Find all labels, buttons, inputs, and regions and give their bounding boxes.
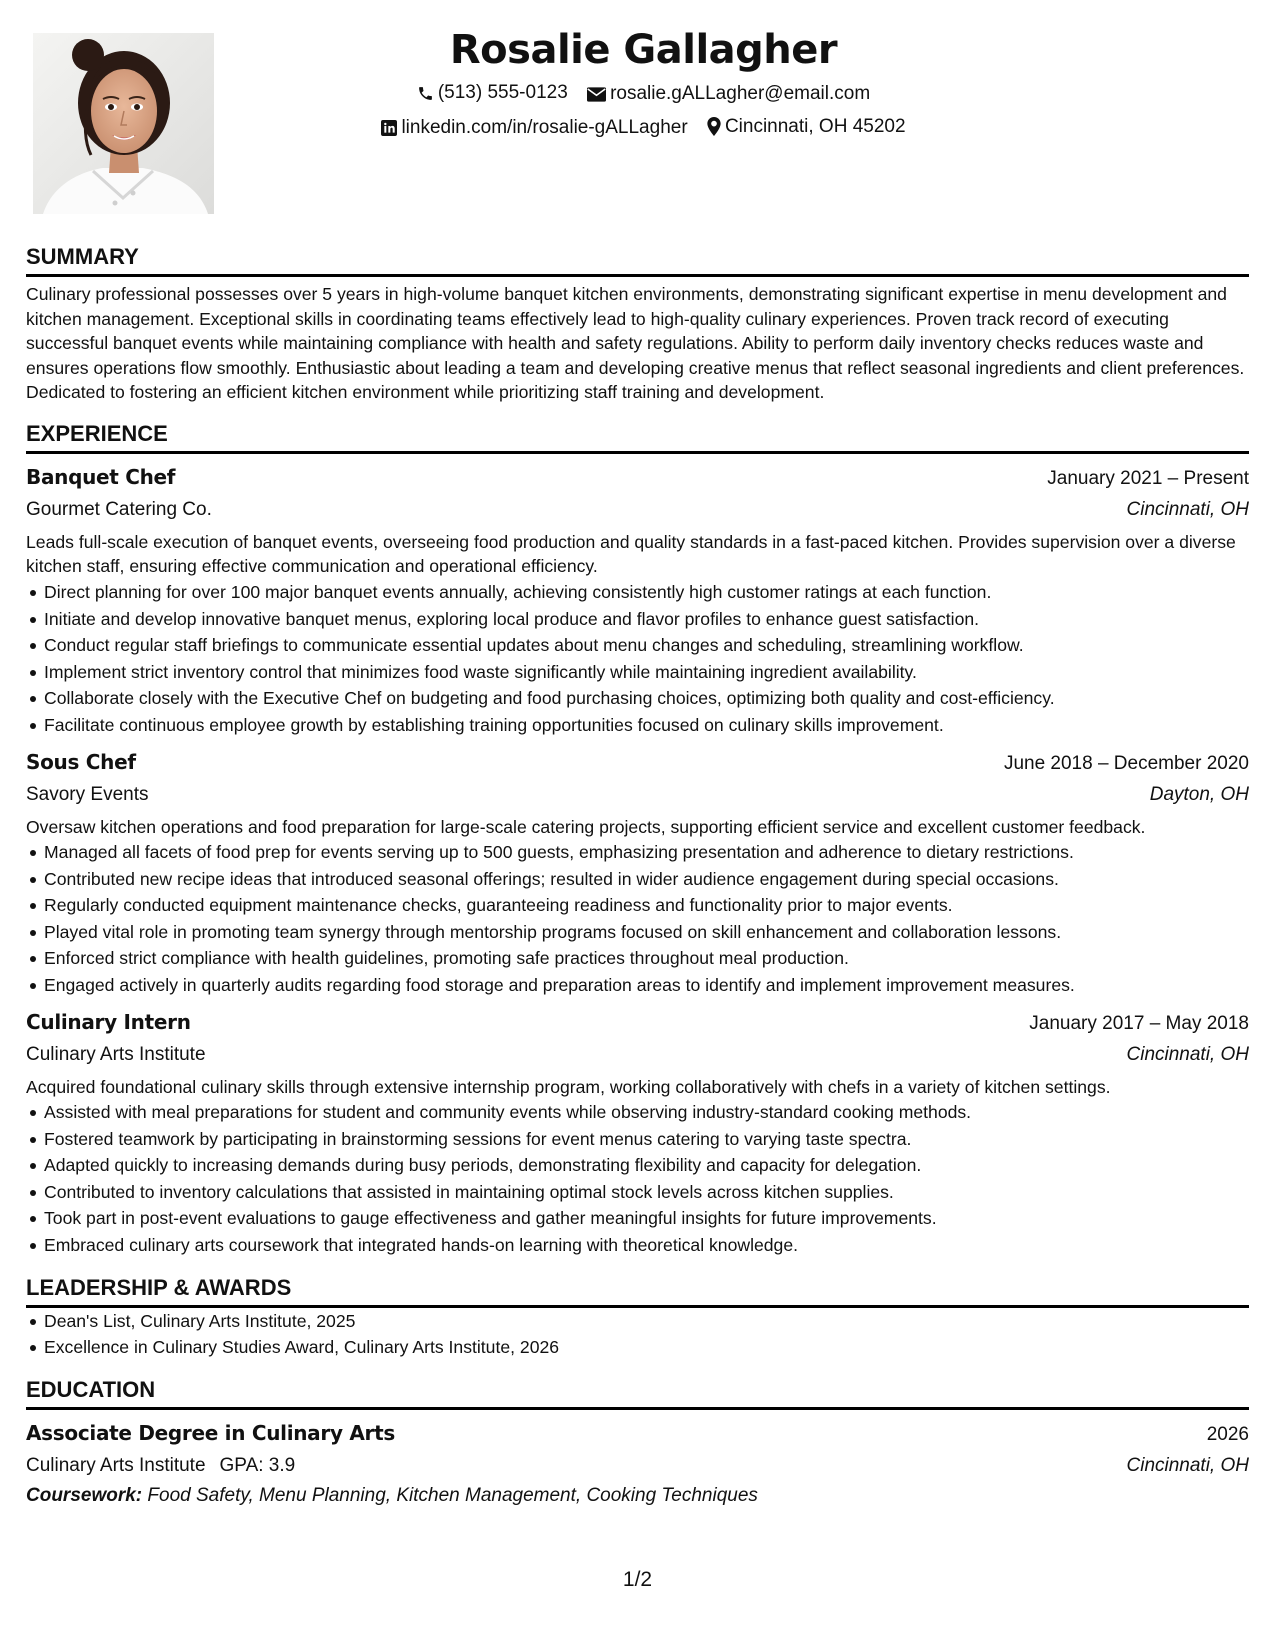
list-item: Conduct regular staff briefings to communicate essential updates about menu changes and scheduling, streamlining workflow. [44,632,1249,659]
location-text: Cincinnati, OH 45202 [724,115,906,137]
summary-heading: SUMMARY [26,242,1249,277]
job-title: Culinary Intern [26,1009,191,1034]
list-item: Contributed new recipe ideas that introduced seasonal offerings; resulted in wider audience engagement during special occasions. [44,866,1249,893]
email-contact[interactable] [587,79,870,109]
job-company: Culinary Arts Institute [26,1043,206,1065]
graduation-year: 2026 [1206,1423,1249,1445]
gpa-text: GPA: 3.9 [219,1454,296,1476]
page-number: 1/2 [622,1568,653,1591]
education-entry [26,1418,1249,1511]
summary-text: Culinary professional possesses over 5 years in high-volume banquet kitchen environments, demonstrating significant expertise in menu development and kitchen management. Exceptional skills in coordinating teams effectively lead to high-quality culinary experiences. Proven track record of executing successful banquet events while maintaining compliance with health and safety regulations. Ability to perform daily inventory checks reduces waste and ensures operations flow smoothly. Enthusiastic about leading a team and developing creative menus that reflect seasonal ingredients and client preferences. Dedicated to fostering an efficient kitchen environment while prioritizing staff training and development. [26,284,1245,403]
linkedin-contact[interactable] [381,113,687,143]
coursework-label: Coursework: [26,1484,143,1506]
job-entry [26,462,1249,739]
job-location: Cincinnati, OH [1126,498,1249,520]
envelope-icon [587,87,606,102]
awards-list [26,1308,1249,1361]
list-item: Enforced strict compliance with health guidelines, promoting safe practices throughout meal production. [44,945,1249,972]
email-text: rosalie.gALLagher@email.com [610,83,871,104]
job-title: Banquet Chef [26,464,176,489]
list-item: Contributed to inventory calculations that assisted in maintaining optimal stock levels across kitchen supplies. [44,1179,1249,1206]
education-heading: EDUCATION [26,1375,1249,1410]
contact-row-2 [0,112,1275,147]
list-item: Facilitate continuous employee growth by establishing training opportunities focused on culinary skills improvement. [44,712,1249,739]
job-bullets [26,579,1249,739]
coursework-text: Food Safety, Menu Planning, Kitchen Management, Cooking Techniques [147,1484,758,1506]
job-bullets [26,1099,1249,1259]
experience-heading: EXPERIENCE [26,419,1249,454]
job-dates: January 2017 – May 2018 [1029,1012,1249,1034]
phone-contact[interactable] [417,78,568,108]
list-item: Took part in post-event evaluations to gauge effectiveness and gather meaningful insights for future improvements. [44,1205,1249,1232]
degree-title: Associate Degree in Culinary Arts [26,1420,395,1445]
job-title: Sous Chef [26,749,136,774]
awards-heading: LEADERSHIP & AWARDS [26,1273,1249,1308]
list-item: Assisted with meal preparations for student and community events while observing industry-standard cooking methods. [44,1099,1249,1126]
resume-body [26,242,1249,1511]
school-location: Cincinnati, OH [1126,1454,1249,1476]
list-item: Regularly conducted equipment maintenance checks, guaranteeing readiness and functionality prior to major events. [44,892,1249,919]
job-entry [26,1007,1249,1259]
list-item: Managed all facets of food prep for events serving up to 500 guests, emphasizing presentation and adherence to dietary restrictions. [44,839,1249,866]
list-item: Embraced culinary arts coursework that integrated hands-on learning with theoretical knowledge. [44,1232,1249,1259]
map-pin-icon [707,117,721,136]
coursework-line [26,1481,1249,1511]
contact-row-1 [0,78,1275,112]
list-item: Excellence in Culinary Studies Award, Culinary Arts Institute, 2026 [44,1334,1249,1361]
school-info [26,1450,295,1481]
awards-section [26,1273,1249,1361]
education-section [26,1375,1249,1511]
summary-section [26,242,1249,405]
candidate-name: Rosalie Gallagher [449,27,838,73]
phone-icon [417,85,434,102]
list-item: Direct planning for over 100 major banquet events annually, achieving consistently high customer ratings at each function. [44,579,1249,606]
list-item: Fostered teamwork by participating in brainstorming sessions for event menus catering to varying taste spectra. [44,1126,1249,1153]
job-location: Cincinnati, OH [1126,1043,1249,1065]
experience-section [26,419,1249,1259]
list-item: Implement strict inventory control that minimizes food waste significantly while maintaining ingredient availability. [44,659,1249,686]
location-contact [707,112,906,142]
linkedin-text: linkedin.com/in/rosalie-gALLagher [401,117,688,138]
list-item: Played vital role in promoting team synergy through mentorship programs focused on skill enhancement and collaboration lessons. [44,919,1249,946]
job-dates: June 2018 – December 2020 [1003,752,1249,774]
job-bullets [26,839,1249,999]
resume-header [0,22,1275,146]
school-name: Culinary Arts Institute [26,1454,206,1476]
list-item: Engaged actively in quarterly audits regarding food storage and preparation areas to identify and implement improvement measures. [44,972,1249,999]
list-item: Collaborate closely with the Executive Chef on budgeting and food purchasing choices, optimizing both quality and cost-efficiency. [44,685,1249,712]
job-description: Oversaw kitchen operations and food preparation for large-scale catering projects, supporting efficient service and excellent customer feedback. [26,816,1146,837]
job-description: Leads full-scale execution of banquet events, overseeing food production and quality standards in a fast-paced kitchen. Provides supervision over a diverse kitchen staff, ensuring effective communication and operational efficiency. [26,531,1236,577]
job-company: Savory Events [26,783,149,805]
job-dates: January 2021 – Present [1047,467,1249,489]
job-entry [26,747,1249,999]
job-description: Acquired foundational culinary skills through extensive internship program, working collaboratively with chefs in a variety of kitchen settings. [26,1076,1111,1097]
list-item: Dean's List, Culinary Arts Institute, 2025 [44,1308,1249,1335]
list-item: Initiate and develop innovative banquet menus, exploring local produce and flavor profiles to enhance guest satisfaction. [44,606,1249,633]
linkedin-icon [381,120,397,136]
list-item: Adapted quickly to increasing demands during busy periods, demonstrating flexibility and capacity for delegation. [44,1152,1249,1179]
job-company: Gourmet Catering Co. [26,498,212,520]
phone-text: (513) 555-0123 [437,82,568,103]
job-location: Dayton, OH [1149,783,1249,805]
